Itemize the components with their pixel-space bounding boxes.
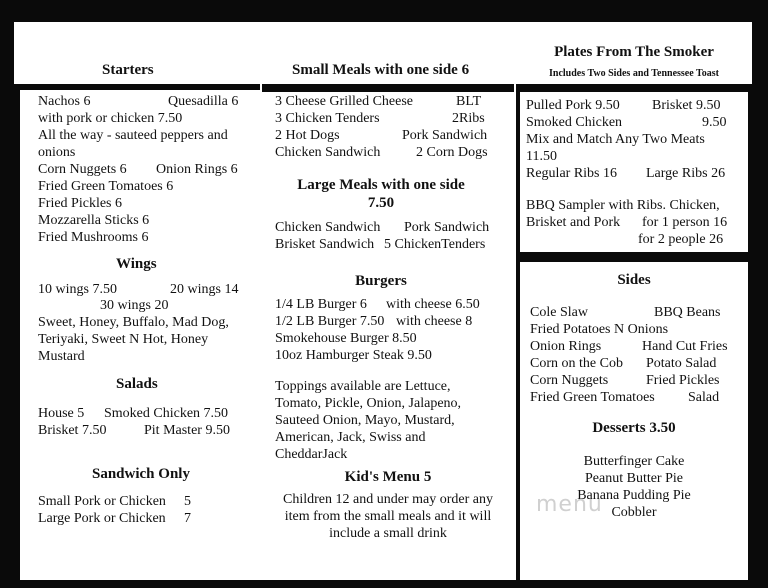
item-with-pork: with pork or chicken 7.50 [38,111,183,126]
item-mozzarella: Mozzarella Sticks 6 [38,213,150,228]
item-mushrooms: Fried Mushrooms 6 [38,230,149,245]
item-chicken-sandwich: Chicken Sandwich [275,145,381,160]
toppings-line-3: Sauteed Onion, Mayo, Mustard, [275,413,455,428]
price-mix-match: 11.50 [526,149,557,164]
burgers-title: Burgers [355,273,407,289]
sides-box [520,262,748,580]
side-potato-salad: Potato Salad [646,356,717,371]
item-blt: BLT [456,94,482,109]
dessert-cobbler: Cobbler [611,505,657,520]
item-smoked-chicken-plate: Smoked Chicken [526,115,623,130]
sandwich-only-title: Sandwich Only [92,466,190,482]
item-5-chicken-tenders: 5 ChickenTenders [384,237,486,252]
item-half-cheese: with cheese 8 [396,314,473,329]
item-quesadilla: Quesadilla 6 [168,94,239,109]
side-hand-cut-fries: Hand Cut Fries [642,339,728,354]
toppings-line-4: American, Jack, Swiss and [275,430,426,445]
panel-middle [262,22,514,580]
large-meals-price: 7.50 [367,195,395,211]
item-large-pork: Large Pork or Chicken [38,511,166,526]
kids-line-2: item from the small meals and it will [284,509,492,524]
item-grilled-cheese: 3 Cheese Grilled Cheese [275,94,414,109]
wing-sauces-2: Teriyaki, Sweet N Hot, Honey [38,332,209,347]
item-hamburger-steak: 10oz Hamburger Steak 9.50 [275,348,432,363]
small-meals-title: Small Meals with one side 6 [292,62,470,78]
kids-line-3: include a small drink [329,526,447,541]
wings-title: Wings [116,256,157,272]
toppings-line-5: CheddarJack [275,447,348,462]
frame-bottom-border [0,580,768,588]
frame-top-border [0,0,768,22]
side-corn-nuggets: Corn Nuggets [530,373,609,388]
item-chicken-tenders: 3 Chicken Tenders [275,111,380,126]
toppings-line-1: Toppings available are Lettuce, [275,379,451,394]
item-small-pork: Small Pork or Chicken [38,494,166,509]
side-onion-rings: Onion Rings [530,339,602,354]
item-large-pork-sandwich: Pork Sandwich [404,220,490,235]
item-sampler-meats: Brisket and Pork [526,215,621,230]
price-smoked-chicken: 9.50 [702,115,727,130]
item-house-salad: House 5 [38,406,85,421]
price-large-pork: 7 [184,511,191,526]
item-large-ribs: Large Ribs 26 [646,166,726,181]
item-quarter-burger: 1/4 LB Burger 6 [275,297,367,312]
price-small-pork: 5 [184,494,191,509]
item-fried-pickles: Fried Pickles 6 [38,196,122,211]
item-regular-ribs: Regular Ribs 16 [526,166,617,181]
side-fried-green-tomatoes: Fried Green Tomatoes [530,390,655,405]
item-pork-sandwich: Pork Sandwich [402,128,488,143]
frame-right-border [752,0,768,588]
item-large-chicken-sandwich: Chicken Sandwich [275,220,381,235]
price-sampler-2: for 2 people 26 [638,232,724,247]
side-fried-potatoes: Fried Potatoes N Onions [530,322,669,337]
plates-box [520,92,748,252]
wing-sauces-3: Mustard [38,349,85,364]
side-cole-slaw: Cole Slaw [530,305,588,320]
plates-subtitle: Includes Two Sides and Tennessee Toast [549,68,719,79]
item-mix-match: Mix and Match Any Two Meats [526,132,705,147]
item-brisket-sandwich: Brisket Sandwich [275,237,375,252]
dessert-peanut-butter: Peanut Butter Pie [585,471,683,486]
small-meals-band [262,84,514,92]
item-2ribs: 2Ribs [452,111,485,126]
item-10-wings: 10 wings 7.50 [38,282,117,297]
item-smokehouse-burger: Smokehouse Burger 8.50 [275,331,417,346]
item-quarter-cheese: with cheese 6.50 [386,297,480,312]
sides-title: Sides [617,272,651,288]
left-content [20,90,260,580]
kids-menu-title: Kid's Menu 5 [344,469,432,485]
item-pit-master: Pit Master 9.50 [144,423,230,438]
item-pulled-pork: Pulled Pork 9.50 [526,98,620,113]
panel-left [14,22,260,580]
salads-title: Salads [116,376,158,392]
side-bbq-beans: BBQ Beans [654,305,721,320]
toppings-line-2: Tomato, Pickle, Onion, Jalapeno, [275,396,462,411]
side-salad: Salad [688,390,720,405]
item-20-wings: 20 wings 14 [170,282,239,297]
item-onion-rings: Onion Rings 6 [156,162,238,177]
kids-line-1: Children 12 and under may order any [283,492,493,507]
plates-title: Plates From The Smoker [554,44,714,60]
item-nachos: Nachos 6 [38,94,91,109]
price-sampler-1: for 1 person 16 [642,215,728,230]
item-corn-nuggets: Corn Nuggets 6 [38,162,127,177]
item-hot-dogs: 2 Hot Dogs [275,128,340,143]
side-fried-pickles: Fried Pickles [646,373,720,388]
dessert-banana-pudding: Banana Pudding Pie [577,488,691,503]
starters-title: Starters [102,62,154,78]
watermark-logo: menu [536,492,603,517]
item-brisket-plate: Brisket 9.50 [652,98,721,113]
item-bbq-sampler: BBQ Sampler with Ribs. Chicken, [526,198,720,213]
item-smoked-chicken-salad: Smoked Chicken 7.50 [104,406,229,421]
item-onions: onions [38,145,76,160]
item-brisket-salad: Brisket 7.50 [38,423,107,438]
item-30-wings: 30 wings 20 [100,298,169,313]
desserts-title: Desserts 3.50 [592,420,676,436]
item-half-burger: 1/2 LB Burger 7.50 [275,314,385,329]
dessert-butterfinger: Butterfinger Cake [583,454,685,469]
side-corn-on-cob: Corn on the Cob [530,356,623,371]
item-corn-dogs: 2 Corn Dogs [416,145,488,160]
large-meals-title: Large Meals with one side [297,177,465,193]
item-all-the-way: All the way - sauteed peppers and [38,128,228,143]
wing-sauces-1: Sweet, Honey, Buffalo, Mad Dog, [38,315,229,330]
item-fried-green: Fried Green Tomatoes 6 [38,179,174,194]
frame-left-border [0,0,14,588]
